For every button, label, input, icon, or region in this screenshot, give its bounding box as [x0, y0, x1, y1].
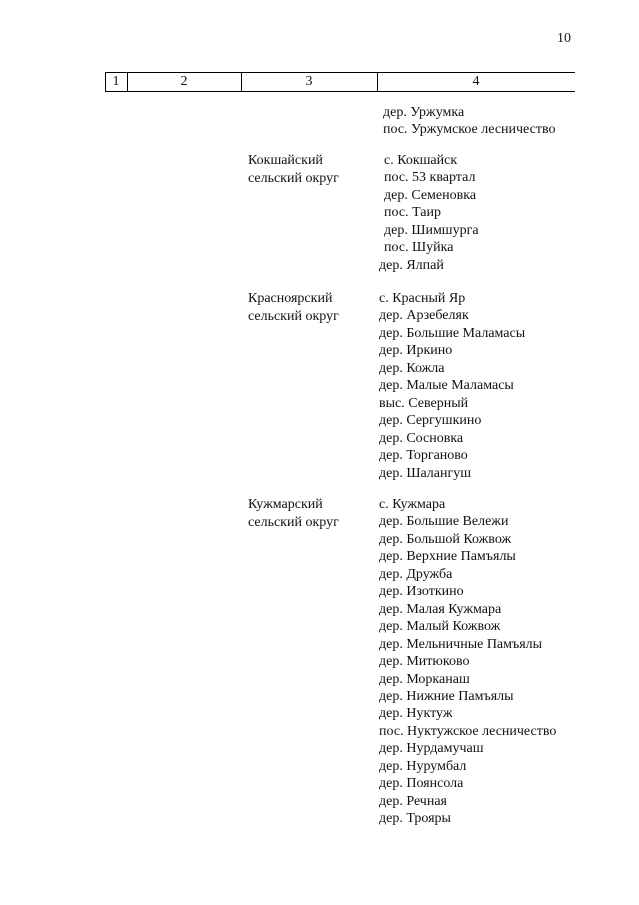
- settlement-item: с. Красный Яр: [379, 291, 466, 306]
- settlement-item: дер. Большие Вележи: [379, 514, 509, 530]
- settlement-item: дер. Нуктуж: [379, 706, 453, 722]
- district-name-line: Кужмарский: [248, 497, 323, 512]
- district-name-line: сельский округ: [248, 308, 339, 324]
- settlement-item: дер. Шалангуш: [379, 465, 472, 481]
- settlement-item: дер. Мельничные Памъялы: [379, 636, 543, 652]
- settlement-item: выс. Северный: [379, 395, 469, 411]
- settlement-item: пос. 53 квартал: [384, 170, 476, 186]
- settlement-item: дер. Поянсола: [379, 776, 464, 792]
- settlement-item: дер. Малый Кожвож: [379, 619, 501, 635]
- settlement-item: дер. Большой Кожвож: [379, 531, 512, 547]
- settlement-item: дер. Уржумка: [383, 105, 465, 120]
- district-name-line: Красноярский: [248, 291, 333, 306]
- district-name-line: сельский округ: [248, 514, 339, 530]
- settlement-item: дер. Шимшурга: [384, 222, 479, 238]
- settlement-item: с. Кужмара: [379, 497, 446, 512]
- settlement-item: дер. Малая Кужмара: [379, 601, 502, 617]
- settlement-item: пос. Таир: [384, 205, 441, 221]
- column-header-4: 4: [472, 74, 480, 89]
- settlement-item: дер. Митюково: [379, 654, 470, 670]
- settlement-item: дер. Речная: [379, 793, 447, 809]
- settlement-item: дер. Сергушкино: [379, 413, 482, 429]
- column-header-1: 1: [112, 74, 120, 89]
- settlement-item: с. Кокшайск: [384, 153, 458, 168]
- settlement-list: [383, 104, 555, 139]
- settlement-item: дер. Нурумбал: [379, 758, 467, 774]
- settlement-item: дер. Изоткино: [379, 584, 464, 600]
- settlement-item: пос. Нуктужское лесничество: [379, 723, 557, 739]
- settlement-item: дер. Ялпай: [379, 257, 444, 273]
- settlement-item: дер. Иркино: [379, 343, 453, 359]
- settlement-item: дер. Малые Маламасы: [379, 378, 514, 394]
- settlement-item: дер. Кожла: [379, 360, 445, 376]
- settlement-item: дер. Дружба: [379, 566, 453, 582]
- settlement-item: дер. Верхние Памъялы: [379, 549, 516, 565]
- settlement-item: дер. Нурдамучаш: [379, 741, 484, 757]
- district-name: [248, 152, 339, 187]
- settlement-item: дер. Арзебеляк: [379, 308, 469, 324]
- settlement-item: дер. Сосновка: [379, 430, 464, 446]
- settlement-item: дер. Торганово: [379, 448, 468, 464]
- district-name: [248, 496, 339, 531]
- settlement-item: дер. Большие Маламасы: [379, 325, 526, 341]
- district-name-line: сельский округ: [248, 170, 339, 186]
- settlement-item: дер. Трояры: [379, 811, 451, 827]
- settlement-list: [379, 496, 556, 828]
- column-header-2: 2: [180, 74, 188, 89]
- settlement-list: [379, 290, 525, 482]
- settlement-list: [379, 152, 479, 274]
- district-name-line: Кокшайский: [248, 153, 323, 168]
- settlement-item: дер. Семеновка: [384, 187, 477, 203]
- settlement-item: дер. Нижние Памъялы: [379, 688, 514, 704]
- settlement-item: дер. Морканаш: [379, 671, 470, 687]
- settlement-item: пос. Шуйка: [384, 240, 454, 256]
- district-name: [248, 290, 339, 325]
- page-number: 10: [557, 31, 571, 46]
- table-header: [105, 72, 575, 92]
- settlement-item: пос. Уржумское лесничество: [383, 122, 556, 138]
- column-header-3: 3: [305, 74, 313, 89]
